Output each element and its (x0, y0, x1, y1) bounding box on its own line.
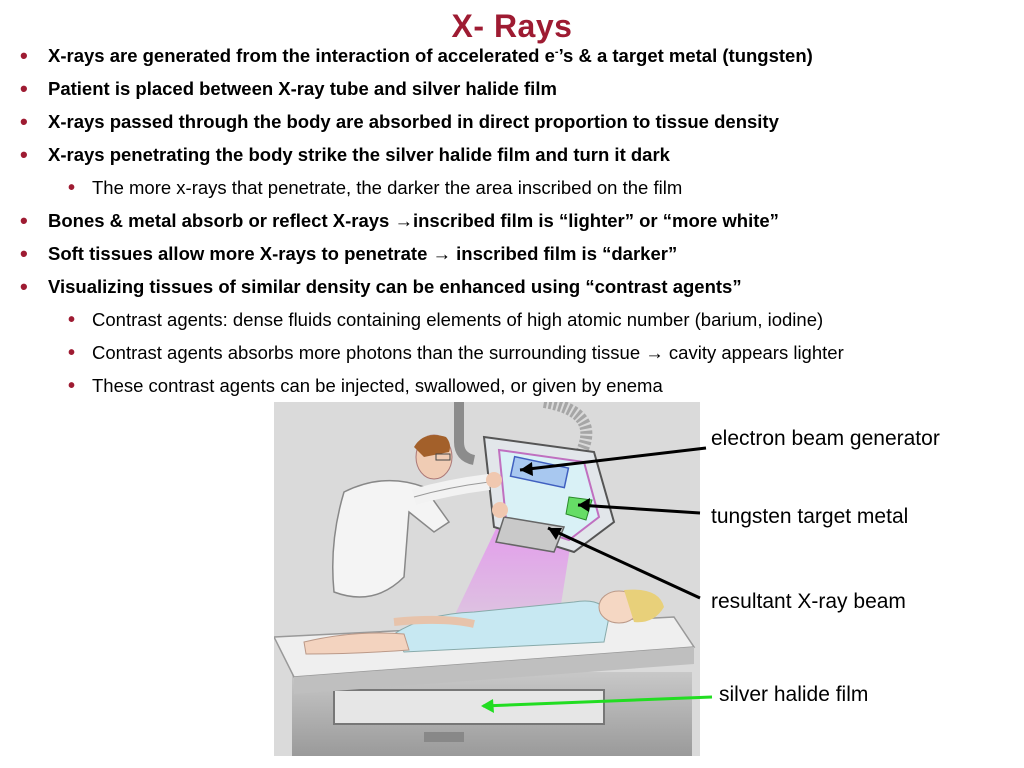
bullet-dot-icon: • (68, 177, 76, 199)
bullet-dot-icon: • (68, 309, 76, 331)
bullet-dot-icon: • (20, 109, 28, 134)
callout-tungsten: tungsten target metal (711, 505, 909, 528)
bullet-text: The more x-rays that penetrate, the darker the area inscribed on the film (92, 177, 683, 198)
bullet-text: Visualizing tissues of similar density can be enhanced using “contrast agents” (48, 276, 742, 297)
bullet-text: Bones & metal absorb or reflect X-rays →inscribed film is “lighter” or “more white” (48, 210, 779, 231)
bullet-dot-icon: • (68, 342, 76, 364)
bullet-text: Contrast agents absorbs more photons than the surrounding tissue → cavity appears lighter (92, 342, 844, 363)
bullet-dot-icon: • (20, 76, 28, 101)
bullet-text: X-rays penetrating the body strike the silver halide film and turn it dark (48, 144, 670, 165)
bullet-dot-icon: • (20, 208, 28, 233)
leader-xray-beam (548, 528, 700, 598)
bullet-text: X-rays are generated from the interaction of accelerated e-’s & a target metal (tungsten) (48, 45, 813, 66)
bullet-text: X-rays passed through the body are absorbed in direct proportion to tissue density (48, 111, 779, 132)
leader-electron-beam (520, 448, 706, 470)
bullet-dot-icon: • (20, 43, 28, 68)
slide-title: X- Rays (451, 8, 573, 44)
bullet-dot-icon: • (68, 375, 76, 397)
bullet-text: Contrast agents: dense fluids containing elements of high atomic number (barium, iodine) (92, 309, 824, 330)
callout-film: silver halide film (719, 683, 869, 706)
bullet-text: These contrast agents can be injected, swallowed, or given by enema (92, 375, 663, 396)
leader-tungsten (578, 505, 700, 513)
bullet-text: Patient is placed between X-ray tube and silver halide film (48, 78, 557, 99)
arrowhead-icon (481, 699, 494, 713)
callout-electron-beam: electron beam generator (711, 427, 940, 450)
arrowhead-icon (520, 462, 533, 476)
bullet-text: Soft tissues allow more X-rays to penetrate → inscribed film is “darker” (48, 243, 678, 264)
bullet-dot-icon: • (20, 142, 28, 167)
leader-film (483, 697, 712, 706)
arrowhead-icon (578, 498, 590, 512)
callout-xray-beam: resultant X-ray beam (711, 590, 906, 613)
bullet-dot-icon: • (20, 241, 28, 266)
bullet-dot-icon: • (20, 274, 28, 299)
